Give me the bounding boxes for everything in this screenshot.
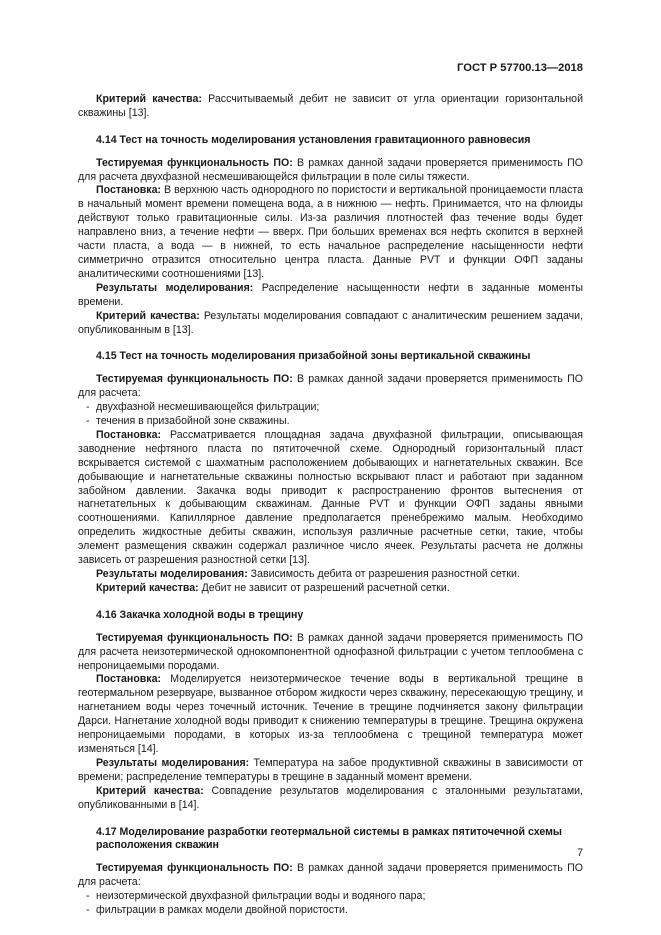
functionality-text: В рамках данной задачи проверяется применимость ПО для расчета двухфазной несмешивающейся фильтрации в поле силы тяжести.: [78, 156, 583, 183]
results-text: Распределение насыщенности нефти в заданные моменты времени.: [78, 281, 583, 308]
criterion-label: Критерий качества:: [96, 309, 200, 322]
criterion-text: Результаты моделирования совпадают с аналитическим решением задачи, опубликованным в [13].: [78, 309, 583, 336]
intro-criterion-paragraph: [78, 93, 583, 121]
functionality-label: Тестируемая функциональность ПО:: [96, 862, 293, 875]
functionality-text: В рамках данной задачи проверяется применимость ПО для расчета неизотермической однокомпонентной однофазной фильтрации с учетом теплообмена с непроницаемыми породами.: [78, 631, 583, 672]
results-paragraph: [78, 568, 583, 582]
functionality-paragraph: [78, 157, 583, 185]
results-text: Зависимость дебита от разрешения разностной сетки.: [247, 568, 520, 580]
functionality-paragraph: [78, 632, 583, 674]
list-item: - фильтрации в рамках модели двойной пористости.: [86, 904, 348, 917]
criterion-paragraph: [78, 785, 583, 813]
functionality-text: В рамках данной задачи проверяется применимость ПО для расчета:: [78, 862, 583, 889]
functionality-paragraph: [78, 373, 583, 401]
functionality-label: Тестируемая функциональность ПО:: [96, 631, 293, 644]
list-item: - течения в призабойной зоне скважины.: [86, 415, 290, 428]
statement-paragraph: [78, 184, 583, 281]
statement-label: Постановка:: [96, 428, 162, 441]
criterion-label: Критерий качества:: [96, 92, 202, 105]
section-4-15-title: 4.15 Тест на точность моделирования призабойной зоны вертикальной скважины: [96, 350, 531, 363]
functionality-text: В рамках данной задачи проверяется применимость ПО для расчета:: [78, 373, 583, 400]
statement-label: Постановка:: [96, 184, 162, 197]
bullet-list: [78, 890, 583, 918]
criterion-paragraph: [78, 310, 583, 338]
criterion-text: Рассчитываемый дебит не зависит от угла ориентации горизонтальной скважины [13].: [78, 92, 583, 119]
criterion-label: Критерий качества:: [96, 581, 199, 594]
results-label: Результаты моделирования:: [96, 756, 250, 769]
list-item: - двухфазной несмешивающейся фильтрации;: [86, 401, 320, 414]
statement-text: Моделируется неизотермическое течение воды в вертикальной трещине в геотермальном резервуаре, вызванное отбором жидкости через скважину, пересекающую трещину, и нагнетанием воды через точечный источник. Течение в трещине подчиняется закону фильтрации Дарси. Нагнетание холодной воды приводит к снижению температуры в трещине. Трещина окружена непроницаемыми породами, в которых из-за теплообмена с трещиной температура может изменяться [14].: [78, 673, 583, 755]
results-paragraph: [78, 282, 583, 310]
criterion-text: Дебит не зависит от разрешений расчетной сетки.: [198, 581, 450, 594]
section-4-17-title: 4.17 Моделирование разработки геотермальной системы в рамках пятиточечной схемы расположения скважин: [96, 825, 562, 852]
statement-label: Постановка:: [96, 673, 162, 686]
section-4-14-title: 4.14 Тест на точность моделирования установления гравитационного равновесия: [96, 133, 531, 146]
criterion-label: Критерий качества:: [96, 784, 204, 797]
functionality-label: Тестируемая функциональность ПО:: [96, 156, 293, 169]
results-label: Результаты моделирования:: [96, 281, 254, 294]
statement-paragraph: [78, 673, 583, 756]
list-item-text: двухфазной несмешивающейся фильтрации;: [96, 401, 320, 414]
statement-paragraph: [78, 429, 583, 568]
standard-code-header: ГОСТ Р 57700.13—2018: [457, 62, 583, 74]
list-item: - неизотермической двухфазной фильтрации воды и водяного пара;: [86, 890, 426, 903]
functionality-paragraph: [78, 862, 583, 890]
bullet-list: [78, 401, 583, 429]
page-number: 7: [577, 847, 583, 859]
statement-text: В верхнюю часть однородного по пористости и вертикальной проницаемости пласта в начальный момент времени помещена вода, а в нижнюю — нефть. Принимается, что на флюиды действуют только гравитационные силы. Из-за различия плотностей фаз течение воды будет направлено вниз, а течение нефти — вверх. При больших временах вся нефть скопится в верхней части пласта, а вода — в нижней, то есть начальное распределение насыщенности нефти симметрично отразится относительно центра пласта. Данные PVT и функции ОФП заданы аналитическими соотношениями [13].: [78, 184, 583, 280]
functionality-label: Тестируемая функциональность ПО:: [96, 373, 293, 386]
list-item-text: неизотермической двухфазной фильтрации воды и водяного пара;: [96, 890, 426, 903]
statement-text: Рассматривается площадная задача двухфазной фильтрации, описывающая заводнение нефтяного пласта по пятиточечной схеме. Однородный горизонтальный пласт вскрывается системой с шахматным расположением добывающих и нагнетательных скважин. Все добывающие и нагнетательные скважины полностью вскрывают пласт и работают при заданном забойном давлении. Закачка воды приводит к распространению фронтов вытеснения от нагнетательных к добывающим скважинам. Данные PVT и функции ОФП заданы явными соотношениями. Капиллярное давление предполагается пренебрежимо малым. Необходимо определить жидкостные дебиты скважин, используя различные расчетные сетки, такие, чтобы элемент размещения скважин содержал различное число ячеек. Результаты расчета не должны зависеть от разрешения разностной сетки [13].: [78, 428, 583, 567]
results-label: Результаты моделирования:: [96, 568, 248, 580]
list-item-text: фильтрации в рамках модели двойной пористости.: [96, 904, 348, 917]
results-paragraph: [78, 757, 583, 785]
results-text: Температура на забое продуктивной скважины в зависимости от времени; распределение температуры в трещине в заданный момент времени.: [78, 756, 583, 783]
criterion-text: Совпадение результатов моделирования с эталонными результатами, опубликованными в [14].: [78, 784, 583, 811]
list-item-text: течения в призабойной зоне скважины.: [96, 415, 290, 428]
criterion-paragraph: [78, 582, 583, 596]
section-4-16-title: 4.16 Закачка холодной воды в трещину: [96, 608, 304, 621]
